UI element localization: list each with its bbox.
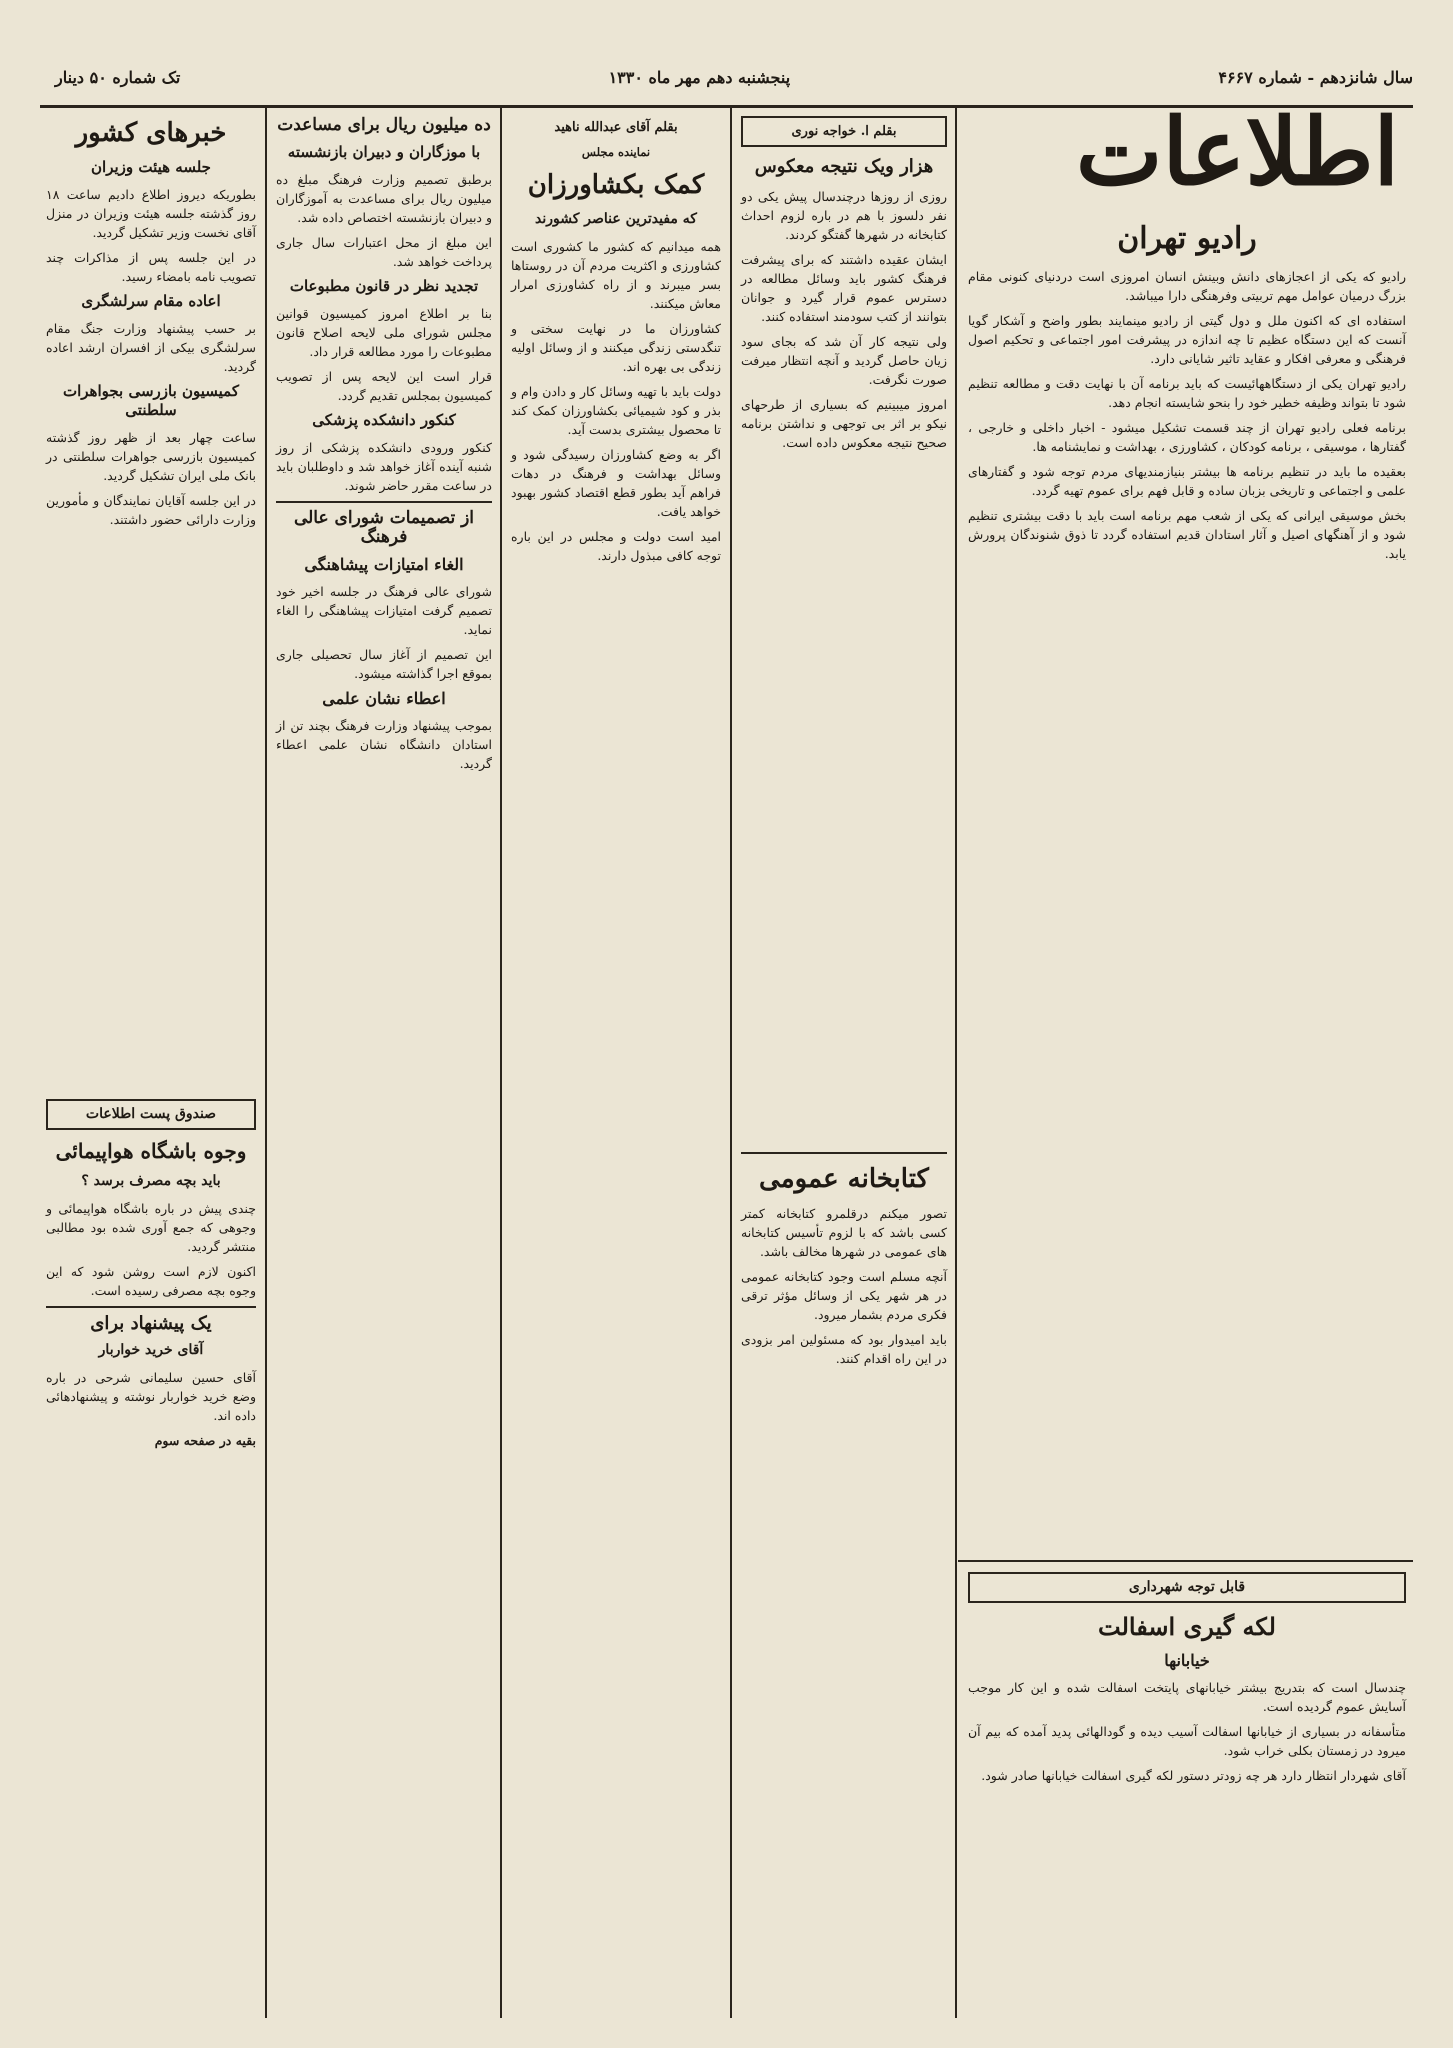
continued-note: بقیه در صفحه سوم [154,1433,256,1448]
issue-date: پنجشنبه دهم مهر ماه ۱۳۳۰ [608,67,791,87]
article-title: کتابخانه عمومی [741,1152,947,1196]
article-subtitle: که مفیدترین عناصر کشورند [535,211,697,227]
section-title: خبرهای کشور [75,118,227,148]
article-title: ده میلیون ریال برای مساعدت [277,115,491,135]
article-paragraph: روزی از روزها درچندسال پیش یکی دو نفر دلسوز با هم در باره لزوم احداث کتابخانه در شهرها گفتگو کردند. [741,189,947,242]
article-title: هزار ویک نتیجه معکوس [754,156,934,177]
column-education-news [270,112,498,2012]
article-paragraph: آقای شهردار انتظار دارد هر چه زودتر دستور لکه گیری اسفالت خیابانها صادر شود. [981,1768,1406,1783]
column-body-spacer [968,569,1406,1569]
article-paragraph: کنکور ورودی دانشکده پزشکی از روز شنبه آینده آغاز خواهد شد و داوطلبان باید در ساعت مقرر حاضر شوند. [276,440,492,493]
article-title: وجوه باشگاه هواپیمائی [55,1139,247,1163]
article-paragraph: ساعت چهار بعد از ظهر روز گذشته کمیسیون بازرسی جواهرات سلطنتی در بانک ملی ایران تشکیل گردید. [46,430,256,483]
masthead-logo: اطلاعات [1075,98,1400,206]
article-title: کمیسیون بازرسی بجواهرات سلطنتی [62,382,239,419]
article-paragraph: چندی پیش در باره باشگاه هواپیمائی و وجوهی که جمع آوری شده بود مطالبی منتشر گردید. [46,1201,256,1254]
article-title: کمک بکشاورزان [527,170,705,200]
article-paragraph: بر حسب پیشنهاد وزارت جنگ مقام سرلشگری بیکی از افسران ارشد اعاده گردید. [46,321,256,374]
article-paragraph: بموجب پیشنهاد وزارت فرهنگ بچند تن از استادان دانشگاه نشان علمی اعطاء گردید. [276,718,492,771]
article-paragraph: برطبق تصمیم وزارت فرهنگ مبلغ ده میلیون ریال برای مساعدت به آموزگاران و دبیران بازنشسته اختصاص داده شد. [276,172,492,225]
article-paragraph: امروز میبینیم که بسیاری از طرحهای نیکو بر اثر بی توجهی و نداشتن برنامه صحیح نتیجه معکوس داده است. [741,397,947,450]
column-national-news [40,112,262,2012]
article-paragraph: باید امیدوار بود که مسئولین امر بزودی در این راه اقدام کنند. [741,1332,947,1366]
article-paragraph: استفاده ای که اکنون ملل و دول گیتی از رادیو مینمایند بطور واضح و آشکار گویا آنست که این دستگاه عظیم تا چه اندازه در پیشرفت امور اجتماعی و تحکیم اصول فرهنگی و معرفی افکار و عقاید تاثیر شایانی دارد. [968,313,1406,366]
article-paragraph: شورای عالی فرهنگ در جلسه اخیر خود تصمیم گرفت امتیازات پیشاهنگی را الغاء نماید. [276,584,492,637]
article-byline-role: نماینده مجلس [581,145,651,159]
section-rule [958,1560,1413,1562]
article-paragraph: بخش موسیقی ایرانی که یکی از شعب مهم برنامه است باید با دقت بیشتری تنظیم شود و از آهنگهای اصیل و آثار استادان قدیم استفاده گردد تا ذوق شنوندگان پرورش یابد. [968,508,1406,561]
issue-price: تک شماره ۵۰ دینار [55,67,181,87]
article-subtitle: با موزگاران و دبیران بازنشسته [287,143,481,161]
column-divider [955,108,957,2018]
article-paragraph: آنچه مسلم است وجود کتابخانه عمومی در هر شهر یکی از وسائل مؤثر ترقی فکری مردم بشمار میرود. [741,1269,947,1322]
article-title: اعاده مقام سرلشگری [81,292,221,310]
section-label: صندوق پست اطلاعات [46,1099,256,1130]
article-paragraph: کشاورزان ما در نهایت سختی و تنگدستی زندگی میکنند و از وسائل اولیه زندگی بی بهره اند. [511,321,721,374]
article-paragraph: بعقیده ما باید در تنظیم برنامه ها بیشتر بنیازمندیهای مردم توجه شود و گفتارهای علمی و اجتماعی و تاریخی بزبان ساده و قابل فهم برای عموم تهیه گردد. [968,464,1406,498]
article-subtitle: باید بچه مصرف برسد ؟ [81,1173,221,1189]
article-paragraph: امید است دولت و مجلس در این باره توجه کافی مبذول دارند. [511,529,721,563]
article-title: از تصمیمات شورای عالی فرهنگ [276,501,492,547]
article-paragraph: در این جلسه پس از مذاکرات چند تصویب نامه بامضاء رسید. [46,250,256,284]
issue-number: سال شانزدهم - شماره ۴۶۶۷ [1218,67,1413,87]
section-label: قابل توجه شهرداری [968,1572,1406,1603]
column-divider [500,108,502,2018]
column-asphalt [962,1568,1412,2008]
article-paragraph: بطوریکه دیروز اطلاع دادیم ساعت ۱۸ روز گذشته جلسه هیئت وزیران در منزل آقای نخست وزیر تشکیل گردید. [46,187,256,240]
article-paragraph: متأسفانه در بسیاری از خیابانها اسفالت آسیب دیده و گودالهائی پدید آمده که بیم آن میرود در زمستان بکلی خراب شود. [968,1724,1406,1758]
article-subtitle: خیابانها [1164,1651,1210,1670]
column-divider [265,108,267,2018]
column-farmers [505,112,727,2012]
article-paragraph: در این جلسه آقایان نمایندگان و مأمورین وزارت دارائی حضور داشتند. [46,493,256,527]
article-paragraph: رادیو تهران یکی از دستگاههائیست که باید برنامه آن با نهایت دقت و مطالعه تنظیم شود تا بتواند وظیفه خطیر خود را بنحو شایسته انجام دهد. [968,376,1406,410]
article-title: تجدید نظر در قانون مطبوعات [289,277,479,295]
article-title: جلسه هیئت وزیران [91,158,211,176]
article-subtitle: الغاء امتیازات پیشاهنگی [304,555,464,574]
article-title: یک پیشنهاد برای [46,1306,256,1333]
article-byline: بقلم ا. خواجه نوری [741,116,947,147]
article-title: رادیو تهران [1117,221,1257,256]
article-paragraph: این مبلغ از محل اعتبارات سال جاری پرداخت خواهد شد. [276,235,492,269]
article-paragraph: رادیو که یکی از اعجازهای دانش وبینش انسان امروزی است دردنیای کنونی مقام بزرگ درمیان عوامل مهم تربیتی وفرهنگی دارا میباشد. [968,269,1406,303]
article-paragraph: همه میدانیم که کشور ما کشوری است کشاورزی و اکثریت مردم آن در روستاها بسر میبرند و از راه کشاورزی امرار معاش میکنند. [511,239,721,311]
article-paragraph: تصور میکنم درقلمرو کتابخانه کمتر کسی باشد که با لزوم تأسیس کتابخانه های عمومی در شهرها مخالف باشد. [741,1206,947,1259]
column-reverse-result [735,112,953,2012]
article-paragraph: بنا بر اطلاع امروز کمیسیون قوانین مجلس شورای ملی لایحه اصلاح قانون مطبوعات را مورد مطالعه قرار داد. [276,306,492,359]
column-divider [730,108,732,2018]
article-paragraph: چندسال است که بتدریج بیشتر خیابانهای پایتخت اسفالت شده و این کار موجب آسایش عموم گردیده است. [968,1680,1406,1714]
article-title: کنکور دانشکده پزشکی [312,411,456,429]
article-paragraph: اکنون لازم است روشن شود که این وجوه بچه مصرفی رسیده است. [46,1264,256,1298]
article-paragraph: این تصمیم از آغاز سال تحصیلی جاری بموقع اجرا گذاشته میشود. [276,647,492,681]
article-title: اعطاء نشان علمی [322,689,446,708]
article-subtitle: آقای خرید خواربار [98,1342,204,1358]
article-title: لکه گیری اسفالت [1098,1612,1276,1641]
article-byline: بقلم آقای عبدالله ناهید [554,120,678,135]
article-paragraph: آقای حسین سلیمانی شرحی در باره وضع خرید خواربار نوشته و پیشنهادهائی داده اند. [46,1370,256,1423]
article-paragraph: برنامه فعلی رادیو تهران از چند قسمت تشکیل میشود - اخبار داخلی و خارجی ، گفتارها ، موسیقی ، برنامه کودکان ، کشاورزی ، بهداشت و نمایشنامه ها. [968,420,1406,454]
article-paragraph: ولی نتیجه کار آن شد که بجای سود زیان حاصل گردید و آنچه انتظار میرفت صورت نگرفت. [741,334,947,387]
article-paragraph: ایشان عقیده داشتند که برای پیشرفت فرهنگ کشور باید وسائل مطالعه در دسترس عموم قرار گیرد و جوانان بتوانند از کتب سودمند استفاده کنند. [741,252,947,324]
column-body-spacer [46,535,256,1095]
article-paragraph: اگر به وضع کشاورزان رسیدگی شود و وسائل بهداشت و فرهنگ در دهات فراهم آید بطور قطع اقتصاد کشور بهبود خواهد یافت. [511,447,721,519]
article-paragraph: قرار است این لایحه پس از تصویب کمیسیون بمجلس تقدیم گردد. [276,369,492,403]
column-body-spacer [741,458,947,1148]
article-paragraph: دولت باید با تهیه وسائل کار و دادن وام و بذر و کود شیمیائی بکشاورزان کمک کند تا محصول بیشتری بدست آید. [511,384,721,437]
